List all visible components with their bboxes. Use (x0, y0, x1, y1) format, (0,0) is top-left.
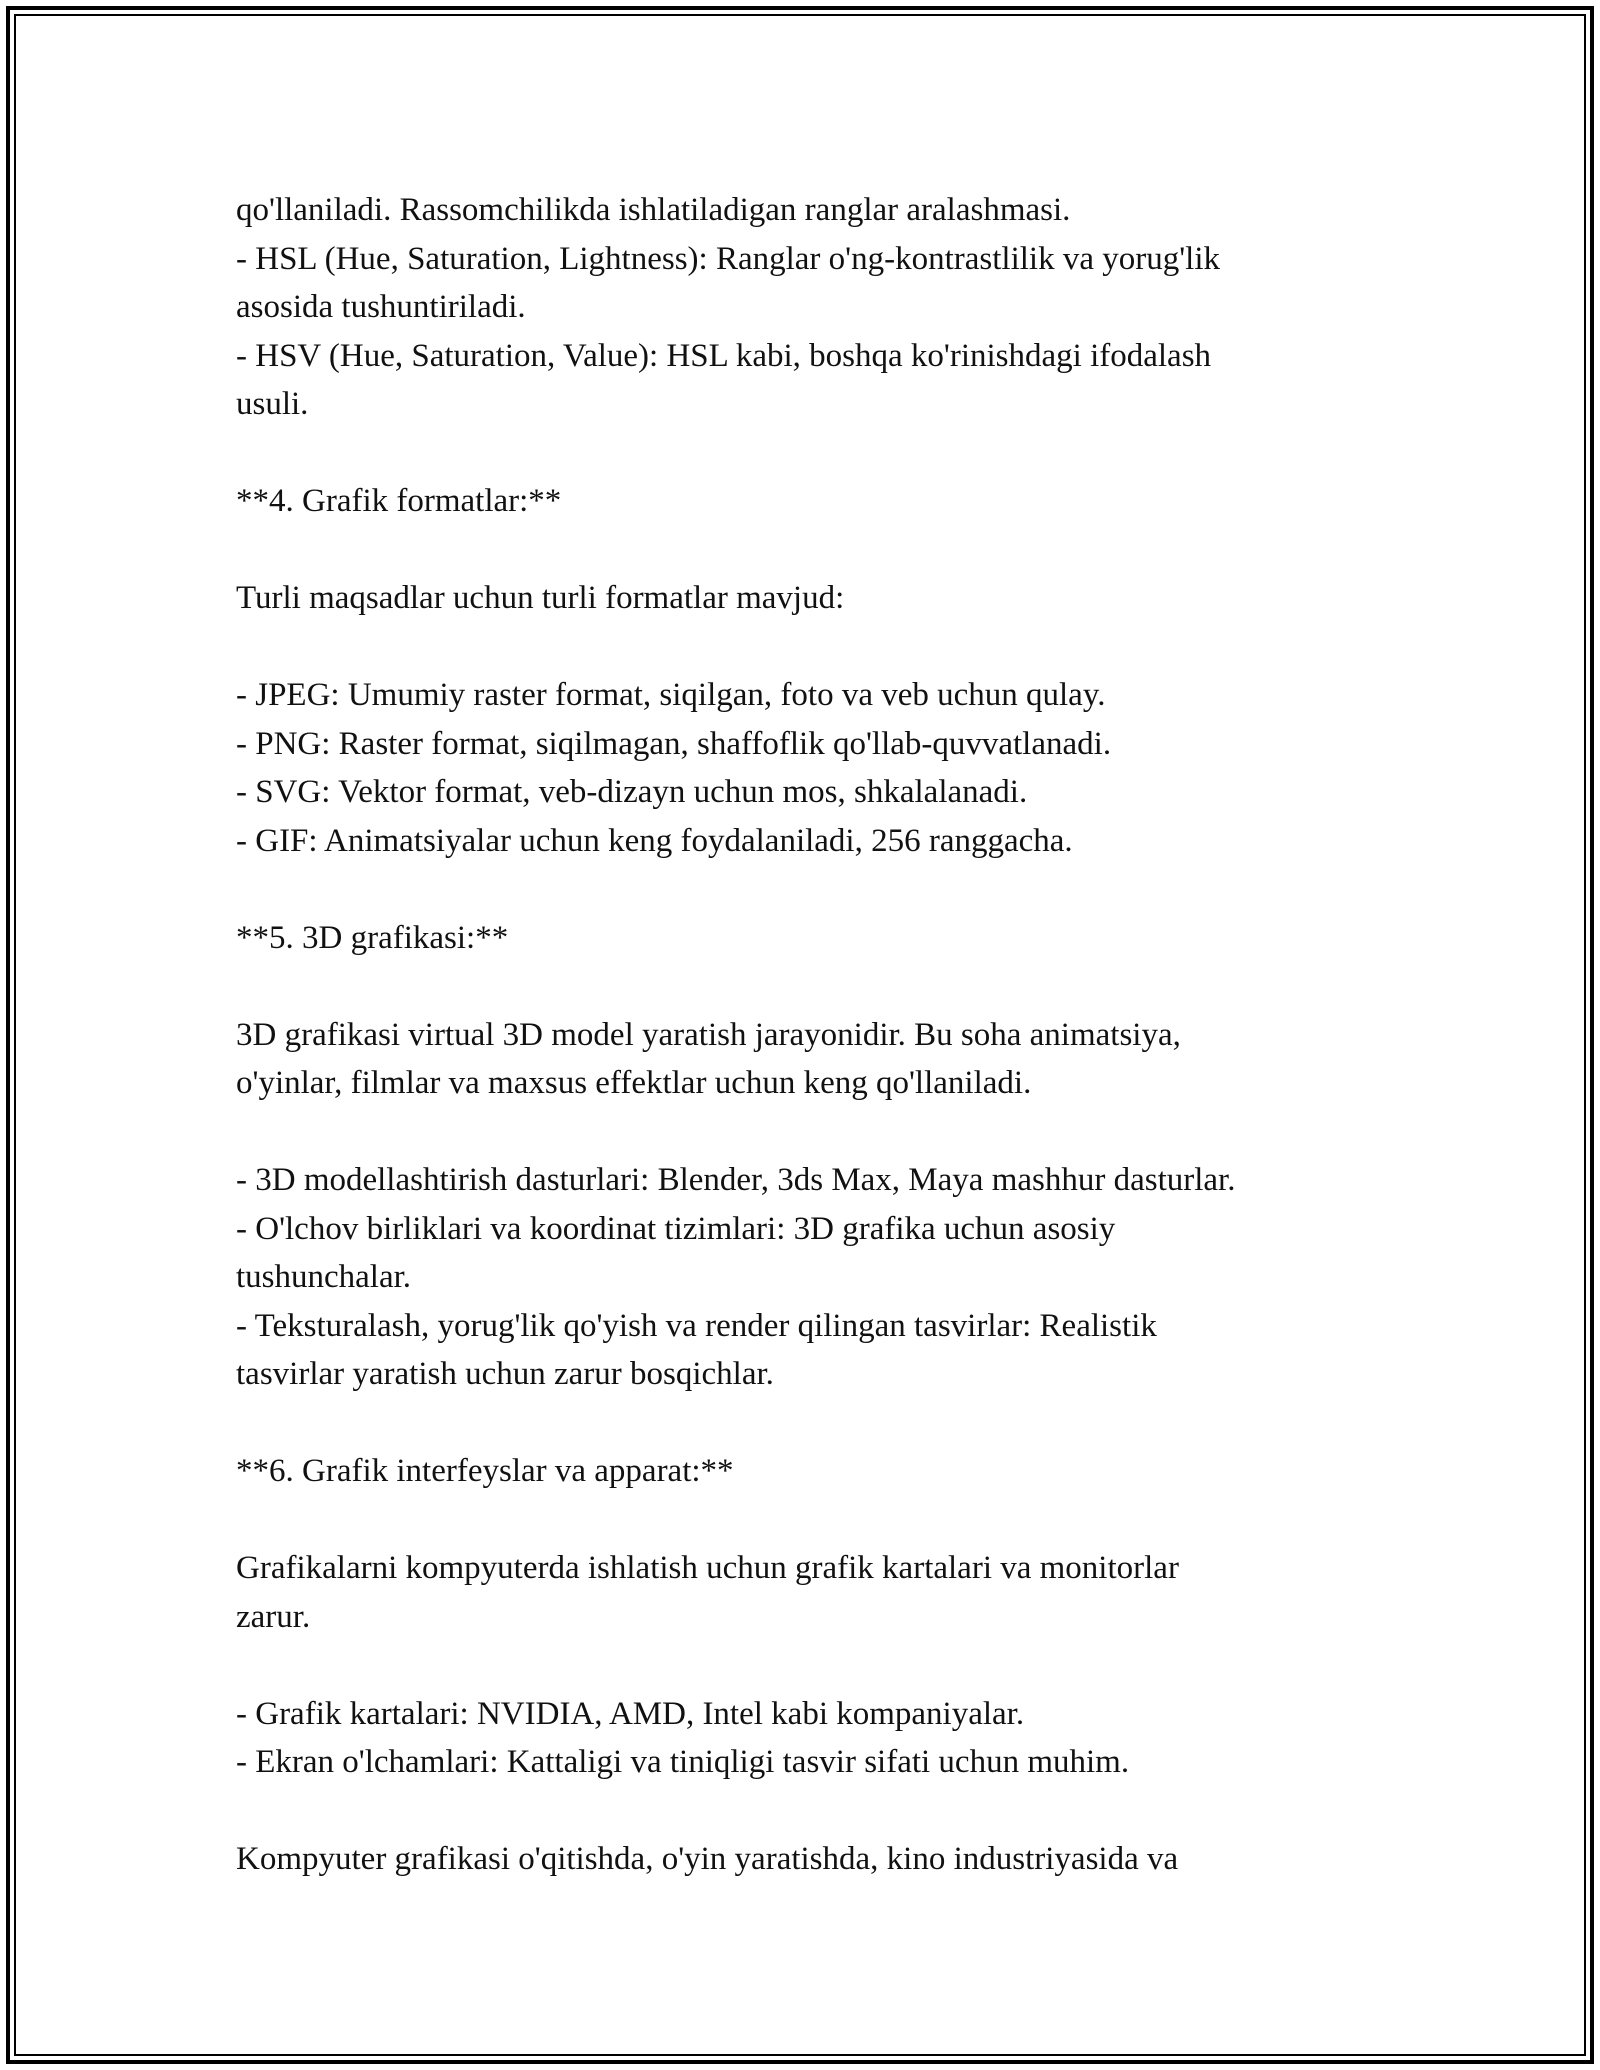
graphics-3d-section (236, 914, 1366, 1399)
paragraph-gap (236, 962, 1366, 1011)
paragraph-text: o'yinlar, filmlar va maxsus effektlar uchun keng qo'llaniladi. (236, 1065, 1032, 1101)
paragraph-gap (236, 1496, 1366, 1545)
text-line: - HSV (Hue, Saturation, Value): HSL kabi, boshqa ko'rinishdagi ifodalash (236, 337, 1212, 374)
paragraph-text: Grafikalarni kompyuterda ishlatish uchun grafik kartalari va monitorlar (236, 1550, 1179, 1586)
text-line: usuli. (236, 386, 309, 422)
closing-paragraph: Kompyuter grafikasi o'qitishda, o'yin yaratishda, kino industriyasida va (236, 1841, 1179, 1877)
list-item: - JPEG: Umumiy raster format, siqilgan, foto va veb uchun qulay. (236, 677, 1106, 713)
list-item: - SVG: Vektor format, veb-dizayn uchun mos, shkalalanadi. (236, 774, 1028, 810)
section-heading: **5. 3D grafikasi:** (236, 919, 509, 956)
paragraph-gap (236, 1641, 1366, 1690)
text-line: asosida tushuntiriladi. (236, 289, 526, 325)
list-item: - 3D modellashtirish dasturlari: Blender, 3ds Max, Maya mashhur dasturlar. (236, 1162, 1236, 1198)
list-item: - Grafik kartalari: NVIDIA, AMD, Intel kabi kompaniyalar. (236, 1695, 1025, 1732)
formats-section (236, 477, 1366, 865)
list-item: - Ekran o'lchamlari: Kattaligi va tiniqligi tasvir sifati uchun muhim. (236, 1744, 1130, 1780)
paragraph-gap (236, 865, 1366, 914)
section-heading: **6. Grafik interfeyslar va apparat:** (236, 1453, 734, 1489)
paragraph-text: Turli maqsadlar uchun turli formatlar mavjud: (236, 580, 845, 616)
text-line: qo'llaniladi. Rassomchilikda ishlatiladigan ranglar aralashmasi. (236, 192, 1071, 228)
color-models-section (236, 186, 1366, 429)
paragraph-text: 3D grafikasi virtual 3D model yaratish jarayonidir. Bu soha animatsiya, (236, 1016, 1181, 1053)
interfaces-section (236, 1447, 1366, 1787)
paragraph-gap (236, 623, 1366, 672)
section-heading: **4. Grafik formatlar:** (236, 483, 562, 519)
list-item: - O'lchov birliklari va koordinat tizimlari: 3D grafika uchun asosiy (236, 1210, 1116, 1247)
list-item: tushunchalar. (236, 1259, 412, 1295)
list-item: - GIF: Animatsiyalar uchun keng foydalaniladi, 256 ranggacha. (236, 822, 1073, 859)
paragraph-gap (236, 1787, 1366, 1836)
list-item: - Teksturalash, yorug'lik qo'yish va render qilingan tasvirlar: Realistik (236, 1307, 1157, 1344)
document-body (236, 186, 1366, 1884)
paragraph-gap (236, 1108, 1366, 1157)
text-line: - HSL (Hue, Saturation, Lightness): Ranglar o'ng-kontrastlilik va yorug'lik (236, 240, 1221, 277)
paragraph-gap (236, 526, 1366, 575)
paragraph-text: zarur. (236, 1598, 311, 1635)
paragraph-gap (236, 429, 1366, 478)
paragraph-gap (236, 1399, 1366, 1448)
list-item: - PNG: Raster format, siqilmagan, shaffoflik qo'llab-quvvatlanadi. (236, 725, 1112, 762)
list-item: tasvirlar yaratish uchun zarur bosqichlar. (236, 1356, 774, 1392)
